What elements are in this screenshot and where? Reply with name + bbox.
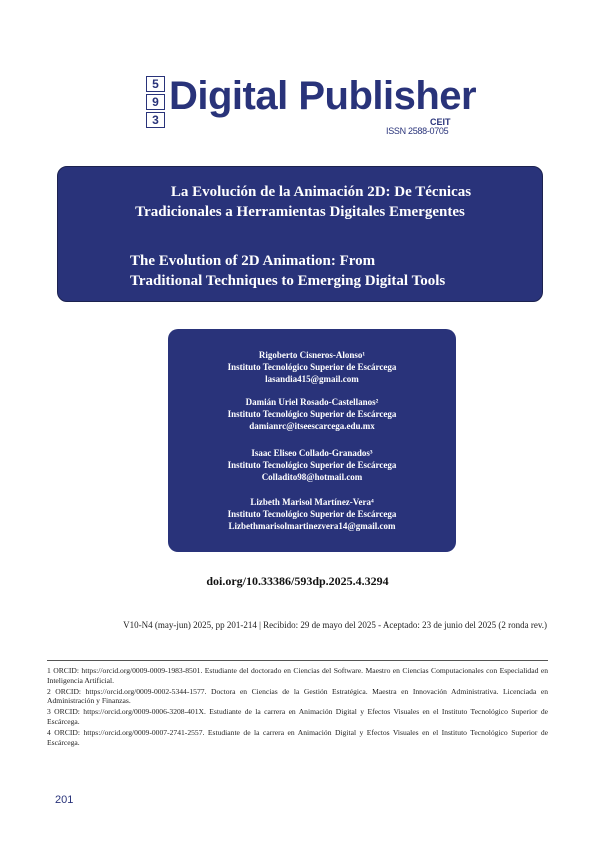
doi-link[interactable]: doi.org/10.33386/593dp.2025.4.3294 <box>206 574 389 588</box>
author-email[interactable]: Colladito98@hotmail.com <box>261 472 363 482</box>
logo-digit: 9 <box>146 94 165 110</box>
footnote: 1 ORCID: https://orcid.org/0009-0009-1983-8501. Estudiante del doctorado en Ciencias del Software. Maestro en Ciencias Computacionales con Especialidad en Inteligencia Artificial. <box>47 666 548 685</box>
footnotes <box>47 666 548 748</box>
title-spanish <box>58 182 542 222</box>
authors-box <box>168 329 456 552</box>
author-name: Isaac Eliseo Collado-Granados³ <box>251 448 373 458</box>
logo-ceit: CEIT <box>430 117 451 127</box>
page-number: 201 <box>55 794 74 806</box>
footnote-divider <box>47 660 548 661</box>
author-institution: Instituto Tecnológico Superior de Escárcega <box>227 509 397 519</box>
footnote: 3 ORCID: https://orcid.org/0009-0006-3208-401X. Estudiante de la carrera en Animación Digital y Efectos Visuales en el Instituto Tecnológico Superior de Escárcega. <box>47 707 548 726</box>
journal-logo <box>146 73 477 141</box>
author-email[interactable]: damianrc@itseescarcega.edu.mx <box>249 421 375 431</box>
logo-digit: 3 <box>146 112 165 128</box>
logo-digit: 5 <box>146 76 165 92</box>
author-institution: Instituto Tecnológico Superior de Escárcega <box>227 460 397 470</box>
title-box <box>57 166 543 302</box>
author-name: Rigoberto Cisneros-Alonso¹ <box>258 350 366 360</box>
author-block <box>168 349 456 385</box>
title-english-line: The Evolution of 2D Animation: From <box>130 253 376 269</box>
author-name: Damián Uriel Rosado-Castellanos² <box>245 397 379 407</box>
logo-issn: ISSN 2588-0705 <box>386 126 449 136</box>
publication-meta: V10-N4 (may-jun) 2025, pp 201-214 | Recibido: 29 de mayo del 2025 - Aceptado: 23 de junio del 2025 (2 ronda rev.) <box>123 620 547 630</box>
footnote: 4 ORCID: https://orcid.org/0009-0007-2741-2557. Estudiante de la carrera en Animación Digital y Efectos Visuales en el Instituto Tecnológico Superior de Escárcega. <box>47 727 548 747</box>
author-block <box>168 447 456 483</box>
author-block <box>168 496 456 532</box>
author-block <box>168 396 456 432</box>
author-name: Lizbeth Marisol Martínez-Vera⁴ <box>250 497 374 507</box>
logo-digit-boxes <box>146 76 165 130</box>
title-spanish-line: La Evolución de la Animación 2D: De Técnicas <box>170 184 472 200</box>
logo-title: Digital Publisher <box>169 74 477 118</box>
author-institution: Instituto Tecnológico Superior de Escárcega <box>227 409 397 419</box>
title-english-line: Traditional Techniques to Emerging Digital Tools <box>130 273 446 289</box>
footnote: 2 ORCID: https://orcid.org/0009-0002-5344-1577. Doctora en Ciencias de la Gestión Estratégica. Maestra en Innovación Administrativa. Licenciada en Administración y Finanzas. <box>47 686 548 706</box>
title-english <box>130 251 445 291</box>
title-spanish-line: Tradicionales a Herramientas Digitales Emergentes <box>135 204 465 220</box>
author-institution: Instituto Tecnológico Superior de Escárcega <box>227 362 397 372</box>
author-email[interactable]: Lizbethmarisolmartinezvera14@gmail.com <box>228 521 396 531</box>
author-email[interactable]: lasandia415@gmail.com <box>265 374 359 384</box>
